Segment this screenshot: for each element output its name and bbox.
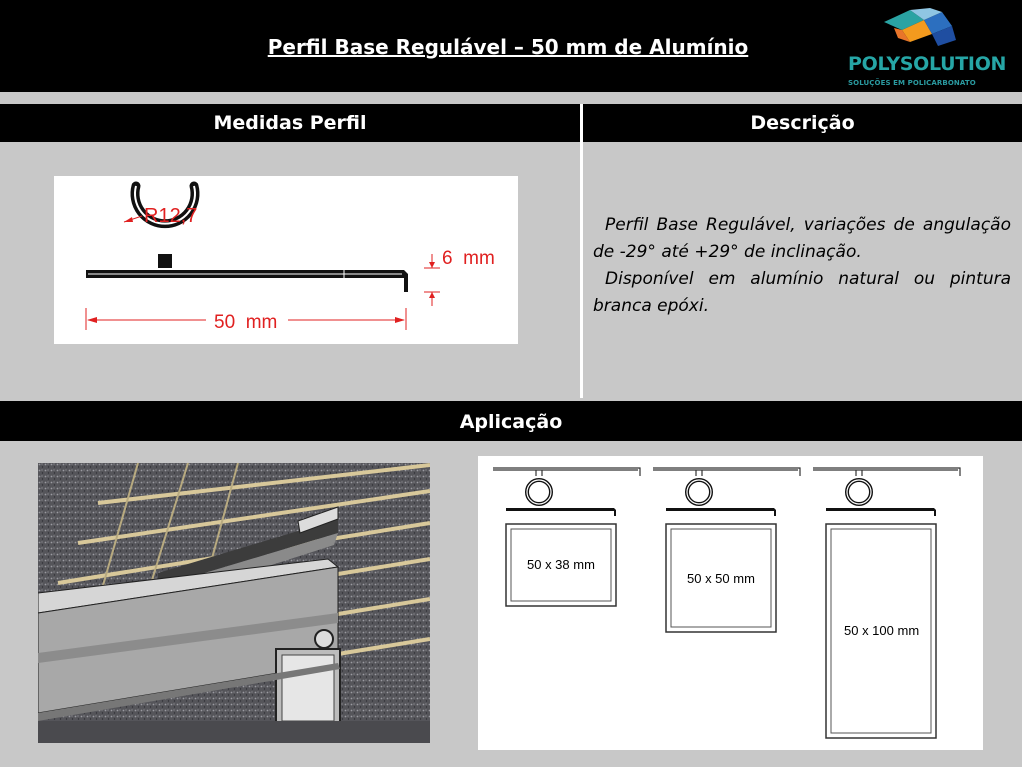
- header-descricao: Descrição: [583, 104, 1022, 142]
- description-paragraph-2: Disponível em alumínio natural ou pintura branca epóxi.: [593, 269, 1011, 316]
- description-text: [593, 212, 1011, 320]
- column-divider: [580, 104, 583, 398]
- page-title: Perfil Base Regulável – 50 mm de Alumínio: [267, 35, 749, 59]
- height-label: 6 mm: [442, 248, 495, 269]
- size-label-50x100: 50 x 100 mm: [844, 623, 920, 638]
- size-label-50x38: 50 x 38 mm: [527, 557, 595, 572]
- size-label-50x50: 50 x 50 mm: [687, 571, 755, 586]
- description-paragraph-1: Perfil Base Regulável, variações de angulação de -29° até +29° de inclinação.: [593, 215, 1011, 262]
- logo-tagline: SOLUÇÕES EM POLICARBONATO: [848, 79, 976, 87]
- application-render-image: [38, 463, 430, 743]
- logo-name: POLYSOLUTION: [848, 53, 1007, 75]
- polysolution-logo: [840, 8, 1007, 90]
- header-medidas-perfil: Medidas Perfil: [0, 104, 580, 142]
- profile-sizes-diagram: [478, 456, 983, 750]
- profile-sizes-svg: [478, 456, 983, 750]
- profile-drawing-svg: [54, 176, 518, 344]
- title-bar: [0, 0, 1022, 92]
- logo-mark-icon: [880, 8, 960, 52]
- profile-drawing: [54, 176, 518, 344]
- render-illustration: [38, 463, 430, 743]
- width-label: 50 mm: [214, 312, 278, 333]
- radius-label: R12,7: [144, 205, 198, 227]
- application-header: Aplicação: [0, 401, 1022, 441]
